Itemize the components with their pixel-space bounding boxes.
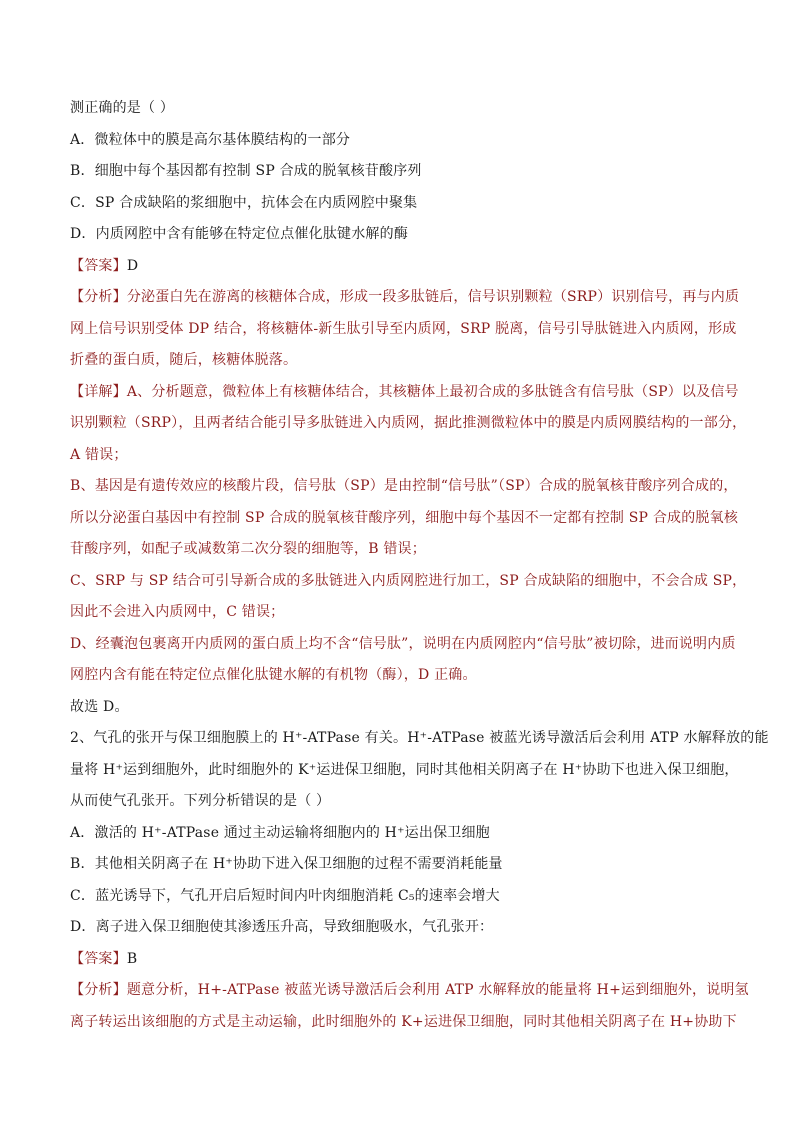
detail-tag: 【详解】 [70,383,127,400]
q1-detail-line-5: 所以分泌蛋白基因中有控制 SP 合成的脱氧核苷酸序列，细胞中每个基因不一定都有控制 SP 合成的脱氧核 [70,509,739,526]
q1-detail-line-4: B、基因是有遗传效应的核酸片段，信号肽（SP）是由控制“信号肽”（SP）合成的脱氧核苷酸序列合成的， [70,478,738,494]
q2-option-b: B．其他相关阴离子在 H⁺协助下进入保卫细胞的过程不需要消耗能量 [70,856,503,872]
answer-value: D [126,257,139,274]
answer-tag: 【答案】 [70,257,127,274]
q1-analysis-line-2: 网上信号识别受体 DP 结合，将核糖体-新生肽引导至内质网，SRP 脱离，信号引导肽链进入内质网，形成 [70,320,737,337]
q2-option-c: C．蓝光诱导下，气孔开启后短时间内叶肉细胞消耗 C₅的速率会增大 [70,887,500,904]
q2-stem-line-1: 2、气孔的张开与保卫细胞膜上的 H⁺-ATPase 有关。H⁺-ATPase 被蓝光诱导激活后会利用 ATP 水解释放的能 [70,730,769,746]
q1-option-b: B．细胞中每个基因都有控制 SP 合成的脱氧核苷酸序列 [70,163,422,179]
detail-text: A、分析题意，微粒体上有核糖体结合，其核糖体上最初合成的多肽链含有信号肽（SP）以及信号 [126,383,739,400]
q1-answer [70,256,754,276]
q2-option-a: A．激活的 H⁺-ATPase 通过主动运输将细胞内的 H⁺运出保卫细胞 [70,824,490,841]
analysis-tag: 【分析】 [70,982,127,998]
q1-detail-line-1 [70,382,754,402]
q1-detail-line-10: 网腔内含有能在特定位点催化肽键水解的有机物（酶），D 正确。 [70,667,477,683]
q1-detail-line-7: C、SRP 与 SP 结合可引导新合成的多肽链进入内质网腔进行加工，SP 合成缺陷的细胞中，不会合成 SP， [70,572,747,589]
q1-option-a: A．微粒体中的膜是高尔基体膜结构的一部分 [70,131,351,148]
q1-detail-line-2: 识别颗粒（SRP），且两者结合能引导多肽链进入内质网，据此推测微粒体中的膜是内质网膜结构的一部分， [70,415,747,431]
q1-conclusion: 故选 D。 [70,698,129,715]
q1-option-c: C．SP 合成缺陷的浆细胞中，抗体会在内质网腔中聚集 [70,194,418,211]
q1-stem-tail: 测正确的是（ ） [70,100,175,116]
q1-analysis-line-1 [70,287,754,307]
q1-option-d: D．内质网腔中含有能够在特定位点催化肽键水解的酶 [70,226,409,242]
analysis-text: 分泌蛋白先在游离的核糖体合成，形成一段多肽链后，信号识别颗粒（SRP）识别信号，再与内质 [126,289,740,305]
q2-stem-line-3: 从而使气孔张开。下列分析错误的是（ ） [70,793,331,809]
analysis-text: 题意分析，H+-ATPase 被蓝光诱导激活后会利用 ATP 水解释放的能量将 H+运到细胞外，说明氢 [126,982,749,998]
q1-detail-line-8: 因此不会进入内质网中，C 错误； [70,604,285,620]
q1-detail-line-9: D、经囊泡包裹离开内质网的蛋白质上均不含“信号肽”，说明在内质网腔内“信号肽”被切除，进而说明内质 [70,635,736,652]
q1-detail-line-3: A 错误； [70,446,128,463]
q2-analysis-line-2: 离子转运出该细胞的方式是主动运输，此时细胞外的 K+运进保卫细胞，同时其他相关阴离子在 H+协助下 [70,1013,737,1030]
q1-detail-line-6: 苷酸序列，如配子或减数第二次分裂的细胞等，B 错误； [70,541,426,557]
q2-answer [70,949,754,969]
answer-tag: 【答案】 [70,950,127,967]
answer-value: B [126,950,138,967]
q1-analysis-line-3: 折叠的蛋白质，随后，核糖体脱落。 [70,352,298,368]
q2-analysis-line-1 [70,980,754,1000]
analysis-tag: 【分析】 [70,289,127,305]
q2-stem-line-2: 量将 H⁺运到细胞外，此时细胞外的 K⁺运进保卫细胞，同时其他相关阴离子在 H⁺协助下也进入保卫细胞， [70,761,739,778]
q2-option-d: D．离子进入保卫细胞使其渗透压升高，导致细胞吸水，气孔张开： [70,919,494,935]
